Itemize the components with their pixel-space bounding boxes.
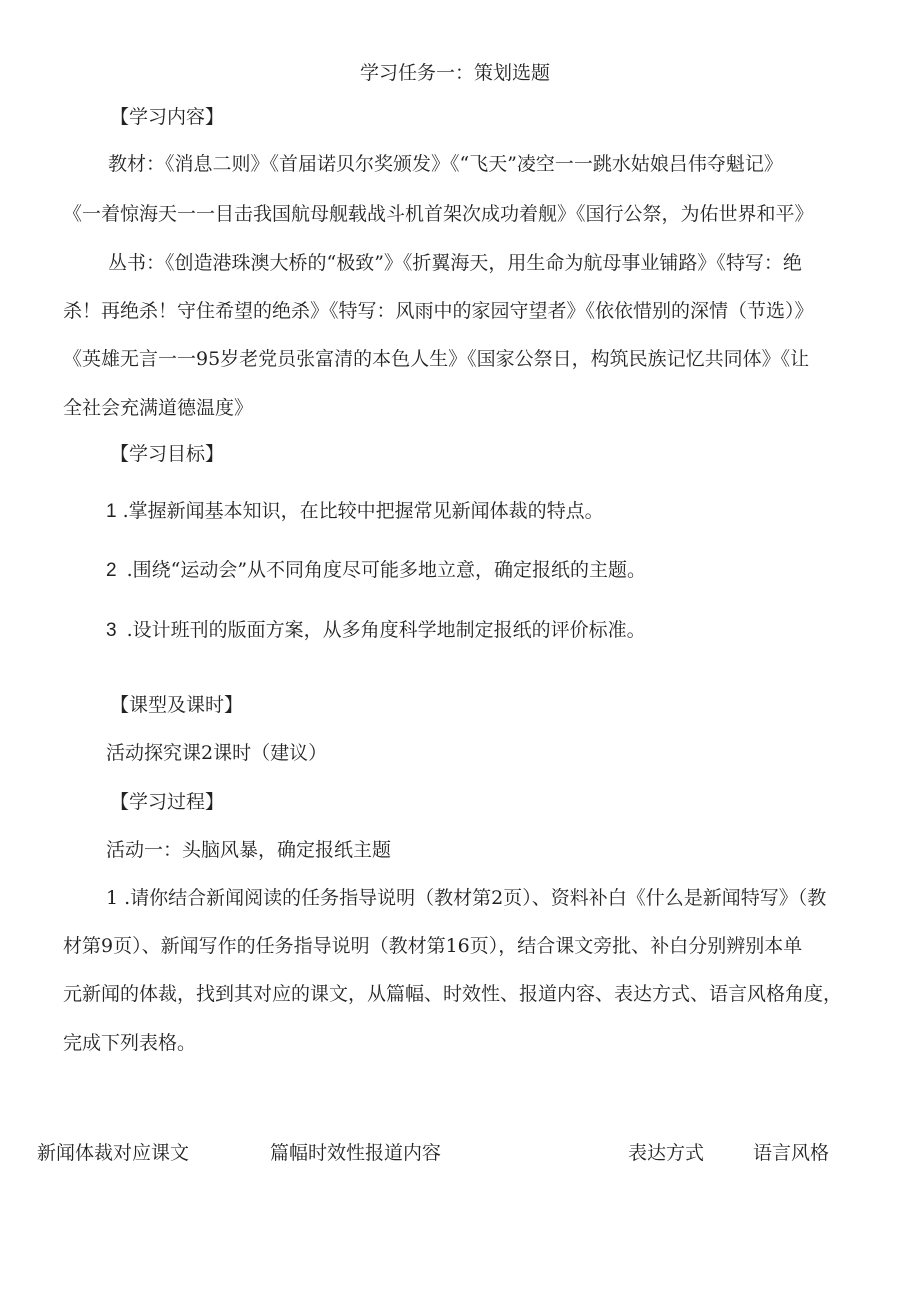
goal-text: .设计班刊的版面方案，从多角度科学地制定报纸的评价标准。 [126,619,646,641]
series-line-1: 丛书：《创造港珠澳大桥的“极致”》《折翼海天，用生命为航母事业铺路》《特写：绝 [108,252,802,274]
table-header-length: 篇幅时效性报道内容 [270,1142,442,1164]
series-line-3: 《英雄无言一一95岁老党员张富清的本色人生》《国家公祭日，构筑民族记忆共同体》《让 [63,348,810,370]
goal-text: .掌握新闻基本知识，在比较中把握常见新闻体裁的特点。 [122,500,604,522]
activity-title: 活动一：头脑风暴，确定报纸主题 [106,839,392,861]
process-item-line-1: 1 .请你结合新闻阅读的任务指导说明（教材第2页）、资料补白《什么是新闻特写》（教 [106,887,827,909]
goal-item-1 [106,499,604,524]
goal-text: .围绕“运动会”从不同角度尽可能多地立意，确定报纸的主题。 [126,559,647,581]
goal-number: 1 [106,501,117,522]
table-header-genre: 新闻体裁对应课文 [37,1142,190,1164]
goal-number: 3 [106,620,117,641]
section-heading-type: 【课型及课时】 [110,694,244,716]
section-heading-process: 【学习过程】 [110,791,225,813]
series-line-2: 杀！再绝杀！守住希望的绝杀》《特写：风雨中的家园守望者》《依依惜别的深情（节选）》 [63,300,814,322]
process-item-line-3: 元新闻的体裁，找到其对应的课文，从篇幅、时效性、报道内容、表达方式、语言风格角度， [63,983,843,1005]
goal-number: 2 [106,560,117,581]
type-text: 活动探究课2课时（建议） [106,742,328,764]
section-heading-content: 【学习内容】 [110,106,225,128]
textbook-line-1: 教材：《消息二则》《首届诺贝尔奖颁发》《“飞天”凌空一一跳水姑娘吕伟夺魁记》 [108,153,783,175]
textbook-line-2: 《一着惊海天一一目击我国航母舰载战斗机首架次成功着舰》《国行公祭，为佑世界和平》 [63,203,814,225]
goal-item-3 [106,618,646,643]
table-header-expression: 表达方式 [628,1142,705,1164]
section-heading-goals: 【学习目标】 [110,443,225,465]
table-header-style: 语言风格 [753,1142,830,1164]
page-title: 学习任务一：策划选题 [360,62,551,84]
process-item-line-4: 完成下列表格。 [63,1032,197,1054]
goal-item-2 [106,558,646,583]
series-line-4: 全社会充满道德温度》 [63,397,254,419]
process-item-line-2: 材第9页）、新闻写作的任务指导说明（教材第16页），结合课文旁批、补白分别辨别本单 [63,935,803,957]
